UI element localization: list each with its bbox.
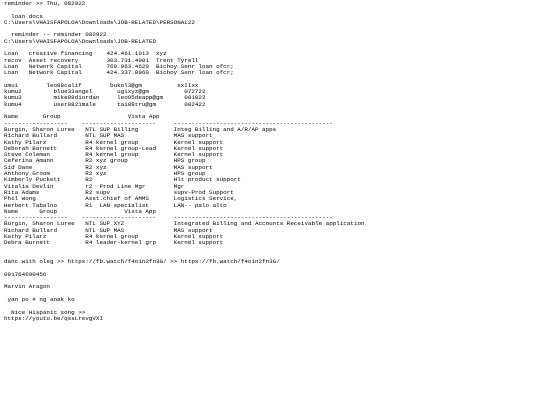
- text-line: kumu3 mike99diordan leo95deapp@gm 081022: [4, 94, 206, 102]
- text-line: Debra Burnett R4 leader-kernel grp Kernel support: [4, 239, 224, 247]
- text-line: ------------------ --------------------- ---------------------------------------------: [4, 119, 333, 127]
- text-line: Name Group Vista App: [4, 207, 157, 215]
- text-line: Anthony Groom R2 xyz HPS group: [4, 170, 206, 178]
- text-line: Ceferina Amann R2 xyz group HPS group: [4, 157, 206, 165]
- text-line: Sid Dane R2 xyz MAS support: [4, 163, 213, 171]
- document-text: [4, 1, 540, 405]
- text-line: umu1 leo88calif bukol3@gm xxIIxx: [4, 81, 199, 89]
- text-line: Steve Coleman R4 kernel group Kernel support: [4, 151, 224, 159]
- text-line: C:\Users\VHAISFAPOLOA\Downloads\JOB-RELATED: [4, 37, 157, 45]
- text-line: Herbert Tabalno R1 LAN specialist LAN-- palo alto: [4, 201, 227, 209]
- text-line: yan po # ng anak ko: [4, 295, 75, 303]
- text-line: Deborah Barnett R4 kernel group-Lead Kernel support: [4, 144, 224, 152]
- text-line: Loan Network Capital 424.337.8960 Bichoy Senr loan ofcr;: [4, 69, 234, 77]
- text-line: Vitalia Devlin r2 Prod Line Mgr Mgr: [4, 182, 185, 190]
- text-line: Richard Bullard NTL SUP MAS MAS support: [4, 132, 213, 140]
- text-line: Burgin, Sharon Luree NTL SUP XYZ Integrated Billing and Accounts Receivable application: [4, 220, 365, 228]
- text-line: Loan creative financing 424.461.1013 xyz: [4, 50, 167, 58]
- text-line: Rita Adams R2 supv supv-Prod Support: [4, 188, 234, 196]
- text-line: loan docs: [4, 12, 43, 20]
- text-line: danc with oleg >> https://fb.watch/f4oin2fn3G/ >> https://fb.watch/f4oin2fn3G/: [4, 258, 280, 266]
- text-line: C:\Users\VHAISFAPOLOA\Downloads\JOB-RELATED\PERSONAL22: [4, 18, 195, 26]
- text-line: reminder -- reminder 082922: [4, 31, 107, 39]
- text-line: Loan Network Capital 760.963.4620 Bichoy Senr loan ofcr;: [4, 62, 234, 70]
- text-line: Burgin, Sharon Luree NTL SUP Billing Integ Billing and A/R/AP apps: [4, 125, 277, 133]
- text-line: recov Asset recovery 303.731.4901 Trent Tyrell: [4, 56, 199, 64]
- text-line: 091764690456: [4, 270, 47, 278]
- text-line: kumu4 user8821male tai88tru@gm 082422: [4, 100, 206, 108]
- text-line: Kathy Pilarz R4 kernel group Kernel support: [4, 232, 224, 240]
- text-line: reminder >> Thu, 082922: [4, 1, 86, 7]
- text-line: kumu2 blue33angel ugixyz@gm 072722: [4, 88, 206, 96]
- text-line: Phil Wong Asst.chief of AMMS Logistics Service,: [4, 195, 238, 203]
- text-line: Kathy Pilarz R4 kernel group Kernel support: [4, 138, 224, 146]
- text-line: https://youtu.be/qssLrevgVXI: [4, 314, 103, 322]
- text-line: ------------------ --------------------- ---------------------------------------------: [4, 214, 333, 222]
- text-line: Name Group Vista App: [4, 113, 160, 121]
- text-line: Richard Bullard NTL SUP MAS MAS support: [4, 226, 213, 234]
- text-line: Nice Hispanic song >>: [4, 308, 86, 316]
- text-line: Kimberly Puckett R2 Hlt product support: [4, 176, 241, 184]
- text-line: Marvin Aragon: [4, 283, 50, 291]
